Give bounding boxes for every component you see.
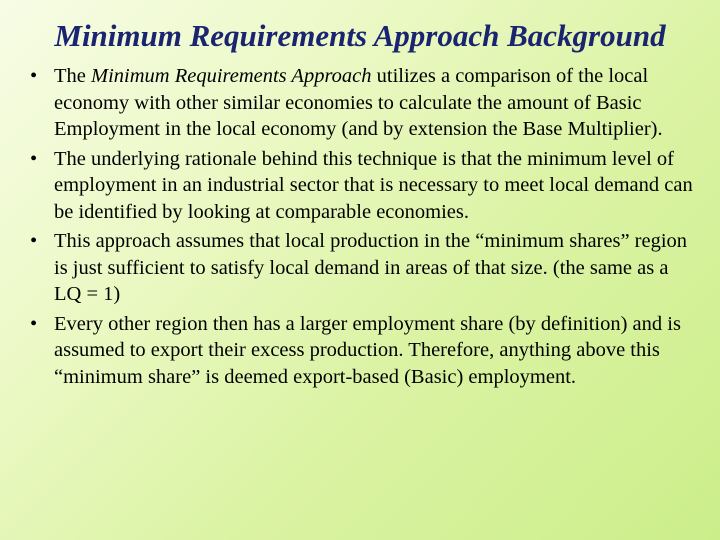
bullet-marker: • [30,312,38,335]
bullet-text: utilizes a comparison of the local economy with other similar economies to calculate the amount of Basic Employment in the local economy (and by extension the Base Multiplier). [54,65,663,140]
bullet-marker: • [30,230,38,252]
bullet-marker: • [30,147,38,170]
bullet-text: The underlying rationale behind this technique is that the minimum level of employment in an industrial sector that is necessary to meet local demand can be identified by looking at comparable economies. [54,147,693,223]
bullet-item [30,311,698,391]
bullet-text: Every other region then has a larger employment share (by definition) and is assumed to export their excess production. Therefore, anything above this “minimum share” is deemed export-based (Basic) employment. [54,312,681,388]
bullet-text-prefix: The [54,65,91,87]
slide-title: Minimum Requirements Approach Background [54,18,666,53]
bullet-item [30,63,698,143]
bullet-item [30,146,698,226]
bullet-item [30,228,698,308]
bullet-text-emphasis: Minimum Requirements Approach [91,65,372,87]
bullet-marker: • [30,65,38,87]
bullet-list [30,63,698,393]
bullet-text: This approach assumes that local production in the “minimum shares” region is just sufficient to satisfy local demand in areas of that size. (the same as a LQ = 1) [54,230,688,305]
